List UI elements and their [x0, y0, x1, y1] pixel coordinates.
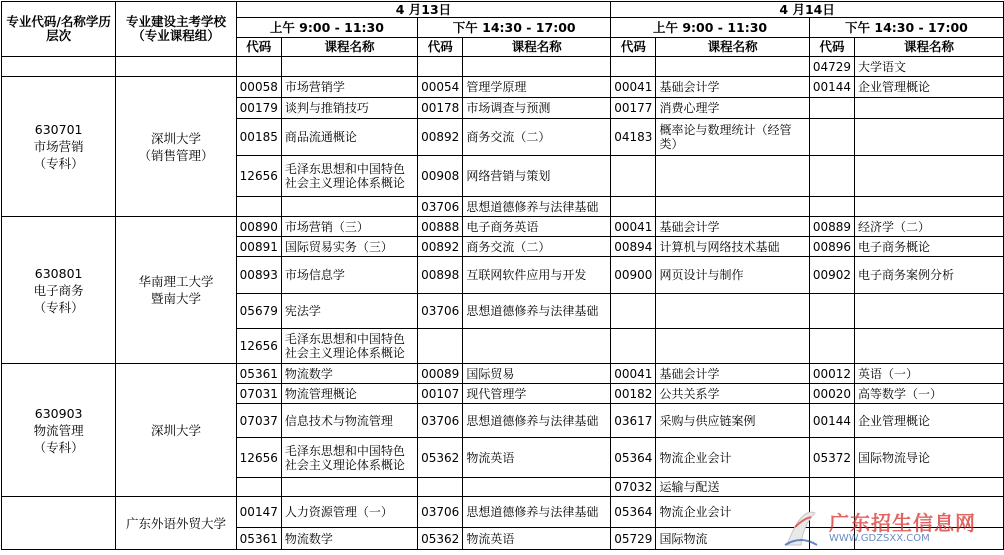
course-code: 00020: [809, 384, 854, 404]
course-name: 电子商务英语: [463, 217, 611, 237]
course-code: [809, 98, 854, 119]
empty-cell: [281, 57, 417, 77]
course-name: 物流英语: [463, 528, 611, 550]
course-name: 思想道德修养与法律基础: [463, 404, 611, 438]
course-code: 04183: [611, 119, 656, 156]
course-code: [809, 329, 854, 364]
course-code: [611, 329, 656, 364]
course-code: 00902: [809, 257, 854, 294]
course-code: [236, 197, 281, 217]
course-name: 消费心理学: [656, 98, 809, 119]
major-major-code: 630701: [34, 122, 83, 137]
session-header-d2-pm: 下午 14:30 - 17:00: [809, 18, 1003, 38]
course-name: 网络营销与策划: [463, 156, 611, 197]
course-name: [463, 329, 611, 364]
course-code: [236, 478, 281, 497]
course-name: 国际物流: [656, 528, 809, 550]
course-name: [855, 294, 1004, 329]
course-code: [611, 156, 656, 197]
course-name-header: 课程名称: [855, 38, 1004, 57]
course-name: 经济学（二）: [855, 217, 1004, 237]
course-name: 谈判与推销技巧: [281, 98, 417, 119]
course-code: [809, 528, 854, 550]
course-name: 电子商务概论: [855, 237, 1004, 257]
school-group: 暨南大学: [150, 291, 201, 306]
course-code: 03706: [418, 294, 463, 329]
common-course-row: [2, 57, 1004, 77]
school-group: （销售管理）: [138, 147, 214, 163]
course-name: 管理学原理: [463, 77, 611, 98]
course-code: 12656: [236, 156, 281, 197]
course-code: 05364: [611, 438, 656, 478]
header-row-dates: [2, 2, 1004, 18]
course-code: 00177: [611, 98, 656, 119]
school-cell: [116, 364, 236, 497]
schedule-body: [2, 2, 1004, 550]
course-name-header: 课程名称: [656, 38, 809, 57]
course-code: 00107: [418, 384, 463, 404]
course-code: 00058: [236, 77, 281, 98]
course-code: 00144: [809, 404, 854, 438]
course-name-header: 课程名称: [281, 38, 417, 57]
course-name: 物流企业会计: [656, 497, 809, 528]
course-code: 03706: [418, 197, 463, 217]
course-code: 00182: [611, 384, 656, 404]
course-name: [855, 197, 1004, 217]
course-name: 国际贸易: [463, 364, 611, 384]
course-name: 商品流通概论: [281, 119, 417, 156]
course-code: 00089: [418, 364, 463, 384]
course-name: [855, 478, 1004, 497]
course-name: [855, 528, 1004, 550]
course-name: 市场营销学: [281, 77, 417, 98]
course-name: [855, 329, 1004, 364]
schedule-row: [2, 497, 1004, 528]
course-code: [809, 119, 854, 156]
course-code: 00179: [236, 98, 281, 119]
course-code: 00889: [809, 217, 854, 237]
course-code: 07032: [611, 478, 656, 497]
course-name: 毛泽东思想和中国特色社会主义理论体系概论: [281, 438, 417, 478]
empty-cell: [463, 57, 611, 77]
course-code: 05362: [418, 438, 463, 478]
major-major-name: 物流管理: [33, 422, 84, 438]
code-header: 代码: [418, 38, 463, 57]
major-cell: [2, 497, 116, 550]
course-name: 企业管理概论: [855, 77, 1004, 98]
course-code: 04729: [809, 57, 854, 77]
course-code: 00888: [418, 217, 463, 237]
course-name: 物流英语: [463, 438, 611, 478]
course-name: 思想道德修养与法律基础: [463, 197, 611, 217]
course-name: 思想道德修养与法律基础: [463, 497, 611, 528]
course-name: 现代管理学: [463, 384, 611, 404]
major-major-code: 630801: [34, 265, 83, 281]
course-name: 计算机与网络技术基础: [656, 237, 809, 257]
course-name: 公共关系学: [656, 384, 809, 404]
course-name: [281, 197, 417, 217]
course-code: 00894: [611, 237, 656, 257]
course-code: 00041: [611, 77, 656, 98]
course-name: 基础会计学: [656, 77, 809, 98]
course-code: [809, 197, 854, 217]
school-cell: [116, 77, 236, 217]
course-code: [611, 197, 656, 217]
major-major-name: 市场营销: [33, 139, 84, 154]
watermark-subtitle: WWW.GDZSXX.COM: [829, 533, 930, 544]
empty-cell: [2, 57, 116, 77]
course-name: [855, 497, 1004, 528]
course-code: 00892: [418, 237, 463, 257]
major-level: （专科）: [33, 439, 84, 455]
course-name: [656, 329, 809, 364]
course-code: 00908: [418, 156, 463, 197]
course-code: 07031: [236, 384, 281, 404]
course-code: 05372: [809, 438, 854, 478]
course-code: 00144: [809, 77, 854, 98]
course-name: 互联网软件应用与开发: [463, 257, 611, 294]
schedule-row: [2, 364, 1004, 384]
course-name: 概率论与数理统计（经管类）: [656, 119, 809, 156]
course-name: 市场信息学: [281, 257, 417, 294]
course-code: 00900: [611, 257, 656, 294]
course-name: 国际贸易实务（三）: [281, 237, 417, 257]
empty-cell: [656, 57, 809, 77]
code-header: 代码: [236, 38, 281, 57]
course-code: 00890: [236, 217, 281, 237]
course-name: 大学语文: [855, 57, 1004, 77]
course-name: 基础会计学: [656, 364, 809, 384]
course-name: 网页设计与制作: [656, 257, 809, 294]
course-name: 商务交流（二）: [463, 119, 611, 156]
course-name: [656, 294, 809, 329]
course-code: 00178: [418, 98, 463, 119]
course-name: 毛泽东思想和中国特色社会主义理论体系概论: [281, 156, 417, 197]
course-code: 05361: [236, 528, 281, 550]
course-name: 信息技术与物流管理: [281, 404, 417, 438]
course-code: 00147: [236, 497, 281, 528]
course-name: [463, 478, 611, 497]
major-cell: [2, 217, 116, 364]
empty-cell: [611, 57, 656, 77]
empty-cell: [236, 57, 281, 77]
major-major-name: 电子商务: [33, 282, 84, 298]
course-code: 05362: [418, 528, 463, 550]
course-name: 市场调查与预测: [463, 98, 611, 119]
course-code: [418, 478, 463, 497]
course-code: 00893: [236, 257, 281, 294]
course-code: 05679: [236, 294, 281, 329]
course-code: 12656: [236, 329, 281, 364]
school-name: 深圳大学: [150, 422, 201, 438]
course-name: 物流数学: [281, 528, 417, 550]
school-name: 华南理工大学: [138, 274, 214, 289]
course-code: 03706: [418, 497, 463, 528]
empty-cell: [116, 57, 236, 77]
course-code: 00896: [809, 237, 854, 257]
course-name: 商务交流（二）: [463, 237, 611, 257]
school-name: 深圳大学: [150, 130, 201, 146]
watermark-title: 广东招生信息网: [829, 511, 976, 535]
course-name: [281, 478, 417, 497]
major-level: （专科）: [33, 299, 84, 315]
code-header: 代码: [809, 38, 854, 57]
course-code: 00185: [236, 119, 281, 156]
school-name: 广东外语外贸大学: [125, 515, 226, 531]
major-major-code: 630903: [34, 405, 83, 421]
course-name: [855, 156, 1004, 197]
course-code: 00898: [418, 257, 463, 294]
course-name: [855, 98, 1004, 119]
course-code: [809, 156, 854, 197]
course-code: [809, 478, 854, 497]
course-code: [418, 329, 463, 364]
course-code: 05729: [611, 528, 656, 550]
course-name: 市场营销（三）: [281, 217, 417, 237]
course-name: 物流管理概论: [281, 384, 417, 404]
course-name: 企业管理概论: [855, 404, 1004, 438]
course-name: 人力资源管理（一）: [281, 497, 417, 528]
course-code: 00892: [418, 119, 463, 156]
school-cell: [116, 497, 236, 550]
course-name: 高等数学（一）: [855, 384, 1004, 404]
course-code: 12656: [236, 438, 281, 478]
date-header-day1: 4 月13日: [236, 2, 611, 18]
course-name: 毛泽东思想和中国特色社会主义理论体系概论: [281, 329, 417, 364]
course-code: 07037: [236, 404, 281, 438]
course-name: 英语（一）: [855, 364, 1004, 384]
course-code: [611, 294, 656, 329]
course-name: 宪法学: [281, 294, 417, 329]
course-code: 00012: [809, 364, 854, 384]
course-code: 00041: [611, 364, 656, 384]
course-code: [809, 497, 854, 528]
major-level: （专科）: [33, 156, 84, 171]
course-name-header: 课程名称: [463, 38, 611, 57]
empty-cell: [418, 57, 463, 77]
course-code: 00054: [418, 77, 463, 98]
session-header-d1-am: 上午 9:00 - 11:30: [236, 18, 417, 38]
course-code: 03617: [611, 404, 656, 438]
course-name: 运输与配送: [656, 478, 809, 497]
schedule-row: [2, 217, 1004, 237]
course-name: 思想道德修养与法律基础: [463, 294, 611, 329]
course-code: [809, 294, 854, 329]
session-header-d1-pm: 下午 14:30 - 17:00: [418, 18, 611, 38]
major-column-header: 专业代码/名称学历层次: [2, 2, 116, 57]
course-code: 00041: [611, 217, 656, 237]
course-name: 国际物流导论: [855, 438, 1004, 478]
course-name: 电子商务案例分析: [855, 257, 1004, 294]
course-name: [855, 119, 1004, 156]
course-code: 00891: [236, 237, 281, 257]
course-name: 物流企业会计: [656, 438, 809, 478]
school-cell: [116, 217, 236, 364]
course-code: 05361: [236, 364, 281, 384]
schedule-row: [2, 77, 1004, 98]
exam-schedule-table: [1, 1, 1004, 550]
session-header-d2-am: 上午 9:00 - 11:30: [611, 18, 810, 38]
code-header: 代码: [611, 38, 656, 57]
school-column-header: 专业建设主考学校（专业课程组）: [116, 2, 236, 57]
course-code: 05364: [611, 497, 656, 528]
major-cell: [2, 364, 116, 497]
course-code: 03706: [418, 404, 463, 438]
course-name: [656, 156, 809, 197]
course-name: 基础会计学: [656, 217, 809, 237]
course-name: 采购与供应链案例: [656, 404, 809, 438]
course-name: 物流数学: [281, 364, 417, 384]
major-cell: [2, 77, 116, 217]
course-name: [656, 197, 809, 217]
date-header-day2: 4 月14日: [611, 2, 1004, 18]
